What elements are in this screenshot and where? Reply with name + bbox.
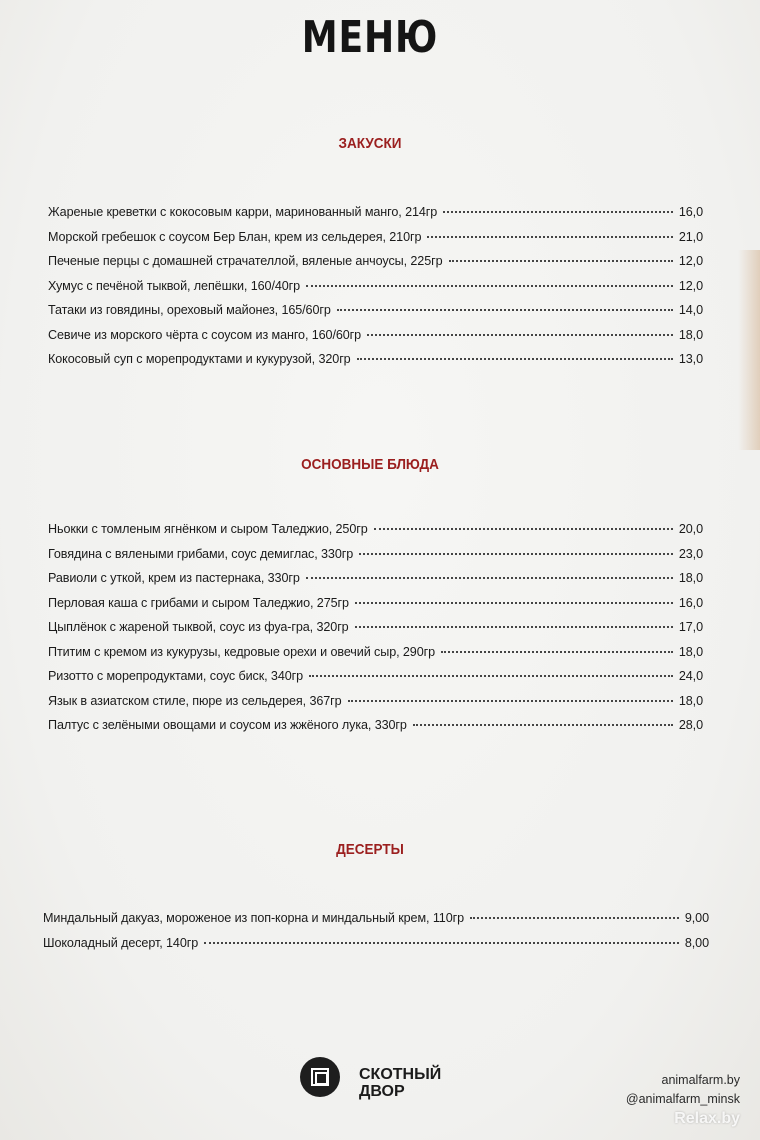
menu-item-price: 18,0	[678, 327, 703, 342]
menu-item-price: 20,0	[678, 522, 703, 536]
menu-item-name: Миндальный дакуаз, мороженое из поп-корна и миндальный крем, 110гр	[43, 911, 464, 925]
contacts	[626, 1071, 740, 1109]
menu-item-price: 23,0	[678, 546, 703, 561]
menu-item-price: 21,0	[678, 229, 703, 244]
menu-item	[43, 931, 709, 956]
menu-item-price: 18,0	[678, 571, 703, 585]
paper-stain	[738, 250, 760, 450]
dot-leader	[355, 626, 673, 628]
menu-item-price: 28,0	[678, 718, 703, 732]
menu-item-price: 12,0	[678, 278, 703, 293]
menu-item-name: Говядина с вялеными грибами, соус демиглас, 330гр	[48, 546, 354, 561]
menu-item	[48, 689, 703, 714]
menu-item-price: 17,0	[678, 620, 703, 634]
menu-item-price: 16,0	[678, 205, 703, 219]
menu-item-price: 18,0	[678, 693, 703, 708]
dot-leader	[443, 211, 673, 213]
dot-leader	[357, 358, 673, 360]
menu-item	[48, 347, 703, 372]
section-title-main-courses: ОСНОВНЫЕ БЛЮДА	[301, 456, 439, 473]
menu-item	[48, 274, 703, 299]
dot-leader	[306, 577, 673, 579]
menu-item	[48, 200, 703, 225]
appetizers-list	[48, 200, 703, 372]
dot-leader	[367, 334, 673, 336]
menu-item	[48, 591, 703, 616]
menu-item	[48, 664, 703, 689]
menu-item	[48, 566, 703, 591]
dot-leader	[355, 602, 673, 604]
menu-item-price: 16,0	[678, 595, 703, 610]
menu-item	[48, 615, 703, 640]
menu-item-name: Язык в азиатском стиле, пюре из сельдерея, 367гр	[48, 693, 342, 708]
menu-item-name: Морской гребешок с соусом Бер Блан, крем из сельдерея, 210гр	[48, 229, 422, 244]
menu-item-price: 13,0	[678, 352, 703, 366]
dot-leader	[449, 260, 673, 262]
menu-item-name: Кокосовый суп с морепродуктами и кукурузой, 320гр	[48, 352, 351, 366]
menu-item-price: 18,0	[678, 644, 703, 659]
dot-leader	[470, 917, 679, 919]
instagram-text: @animalfarm_minsk	[625, 1092, 740, 1106]
menu-item-price: 9,00	[684, 911, 709, 925]
dot-leader	[306, 285, 673, 287]
menu-item	[48, 323, 703, 348]
menu-item-name: Печеные перцы с домашней страчателлой, вяленые анчоусы, 225гр	[48, 254, 443, 268]
menu-item-name: Хумус с печёной тыквой, лепёшки, 160/40гр	[48, 278, 301, 293]
menu-item-name: Палтус с зелёными овощами и соусом из жжёного лука, 330гр	[48, 718, 407, 732]
dot-leader	[427, 236, 672, 238]
section-title-appetizers: ЗАКУСКИ	[338, 135, 402, 152]
menu-item	[48, 298, 703, 323]
menu-item-name: Шоколадный десерт, 140гр	[43, 935, 199, 950]
dot-leader	[204, 942, 679, 944]
menu-item-name: Птитим с кремом из кукурузы, кедровые орехи и овечий сыр, 290гр	[48, 644, 436, 659]
logo-icon	[300, 1057, 340, 1097]
menu-item-price: 24,0	[678, 669, 703, 683]
dot-leader	[374, 528, 673, 530]
desserts-list	[43, 906, 709, 955]
brand-name	[359, 1066, 441, 1100]
menu-item-price: 14,0	[678, 303, 703, 317]
dot-leader	[337, 309, 673, 311]
brand-line-2: ДВОР	[359, 1083, 405, 1100]
main-courses-list	[48, 517, 703, 738]
watermark: Relax.by	[674, 1110, 740, 1127]
dot-leader	[359, 553, 673, 555]
website-text: animalfarm.by	[661, 1073, 740, 1087]
menu-item-name: Ньокки с томленым ягнёнком и сыром Таледжио, 250гр	[48, 522, 368, 536]
menu-item-name: Ризотто с морепродуктами, соус биск, 340гр	[48, 669, 304, 683]
menu-item	[48, 249, 703, 274]
menu-item-name: Цыплёнок с жареной тыквой, соус из фуа-гра, 320гр	[48, 620, 349, 634]
section-title-desserts: ДЕСЕРТЫ	[336, 841, 404, 858]
menu-item	[43, 906, 709, 931]
dot-leader	[309, 675, 673, 677]
menu-item	[48, 225, 703, 250]
menu-item-name: Севиче из морского чёрта с соусом из манго, 160/60гр	[48, 327, 362, 342]
menu-item-name: Перловая каша с грибами и сыром Таледжио, 275гр	[48, 595, 349, 610]
menu-title: МЕНЮ	[301, 12, 439, 63]
menu-item-price: 8,00	[684, 935, 709, 950]
menu-item	[48, 713, 703, 738]
dot-leader	[348, 700, 673, 702]
menu-item	[48, 517, 703, 542]
menu-item-price: 12,0	[678, 254, 703, 268]
dot-leader	[413, 724, 673, 726]
brand-line-1: СКОТНЫЙ	[359, 1066, 442, 1083]
menu-item-name: Жареные креветки с кокосовым карри, маринованный манго, 214гр	[48, 205, 438, 219]
menu-item	[48, 640, 703, 665]
menu-item	[48, 542, 703, 567]
menu-item-name: Равиоли с уткой, крем из пастернака, 330гр	[48, 571, 300, 585]
menu-item-name: Татаки из говядины, ореховый майонез, 165/60гр	[48, 303, 331, 317]
dot-leader	[441, 651, 673, 653]
